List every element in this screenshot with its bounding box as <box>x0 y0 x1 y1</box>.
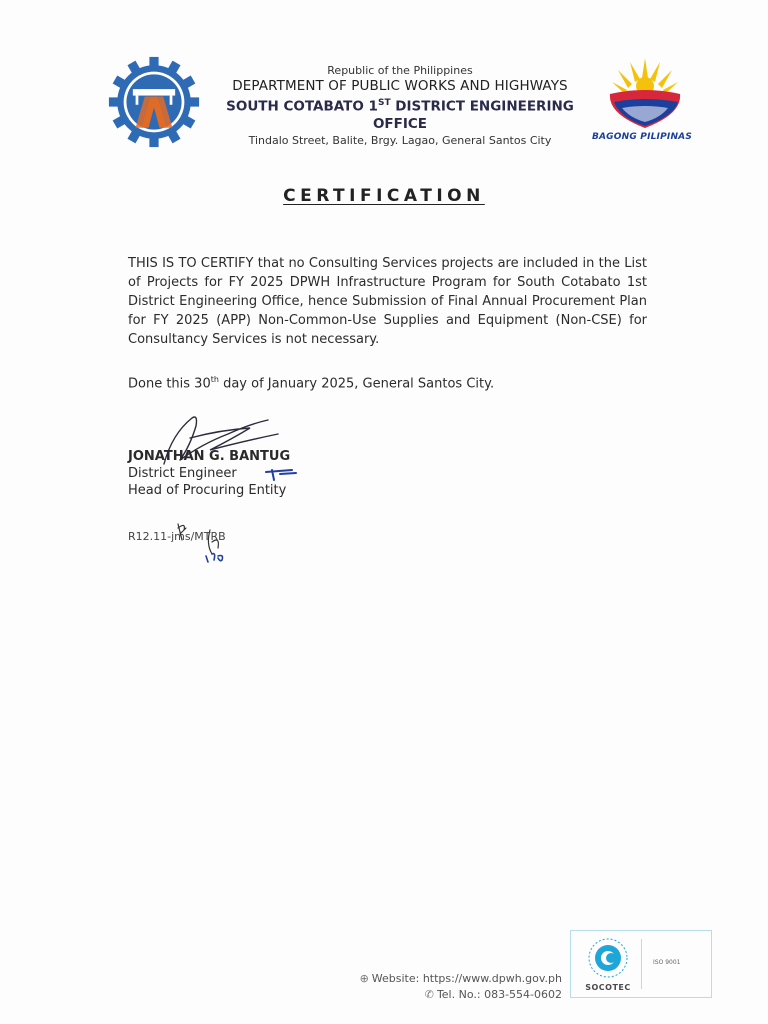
dpwh-seal-logo <box>108 56 200 148</box>
certification-paragraph: THIS IS TO CERTIFY that no Consulting Services projects are included in the List of Projects for FY 2025 DPWH Infrastructure Program for South Cotabato 1st District Engineering Office, hence Submission of Final Annual Procurement Plan for FY 2025 (APP) Non-Common-Use Supplies and Equipment (Non-CSE) for Consultancy Services is not necessary. <box>128 256 647 347</box>
phone-text: Tel. No.: 083-554-0602 <box>436 988 562 1001</box>
document-title: CERTIFICATION <box>283 186 485 206</box>
signatory-name: JONATHAN G. BANTUG <box>128 449 291 464</box>
letterhead <box>200 64 600 148</box>
badge-divider <box>641 939 642 989</box>
department-name: DEPARTMENT OF PUBLIC WORKS AND HIGHWAYS <box>232 78 568 94</box>
office-address: Tindalo Street, Balite, Brgy. Lagao, General Santos City <box>248 133 552 147</box>
bagong-pilipinas-label: BAGONG PILIPINAS <box>591 132 693 142</box>
phone-line <box>340 987 562 1003</box>
socotec-label: SOCOTEC <box>585 983 631 992</box>
iso-label: ISO 9001 <box>653 959 681 966</box>
socotec-logo <box>587 937 629 979</box>
website-line <box>340 971 562 987</box>
globe-icon: ⊕ <box>359 972 369 985</box>
initial-mark <box>262 464 300 484</box>
website-text: Website: https://www.dpwh.gov.ph <box>371 972 562 985</box>
bagong-pilipinas-logo <box>600 56 690 132</box>
signatory-role: Head of Procuring Entity <box>128 483 287 498</box>
footer-contact <box>340 971 562 1003</box>
signatory-position: District Engineer <box>128 466 237 481</box>
reference-code: R12.11-jms/MTRB <box>128 530 226 543</box>
iso-certification-badge <box>570 930 712 998</box>
republic-line: Republic of the Philippines <box>327 64 473 77</box>
phone-icon: ✆ <box>424 988 434 1001</box>
office-name: SOUTH COTABATO 1ST DISTRICT ENGINEERING OFFICE <box>226 98 574 132</box>
date-place-line: Done this 30th day of January 2025, General Santos City. <box>128 375 495 392</box>
reference-initials <box>174 518 238 564</box>
